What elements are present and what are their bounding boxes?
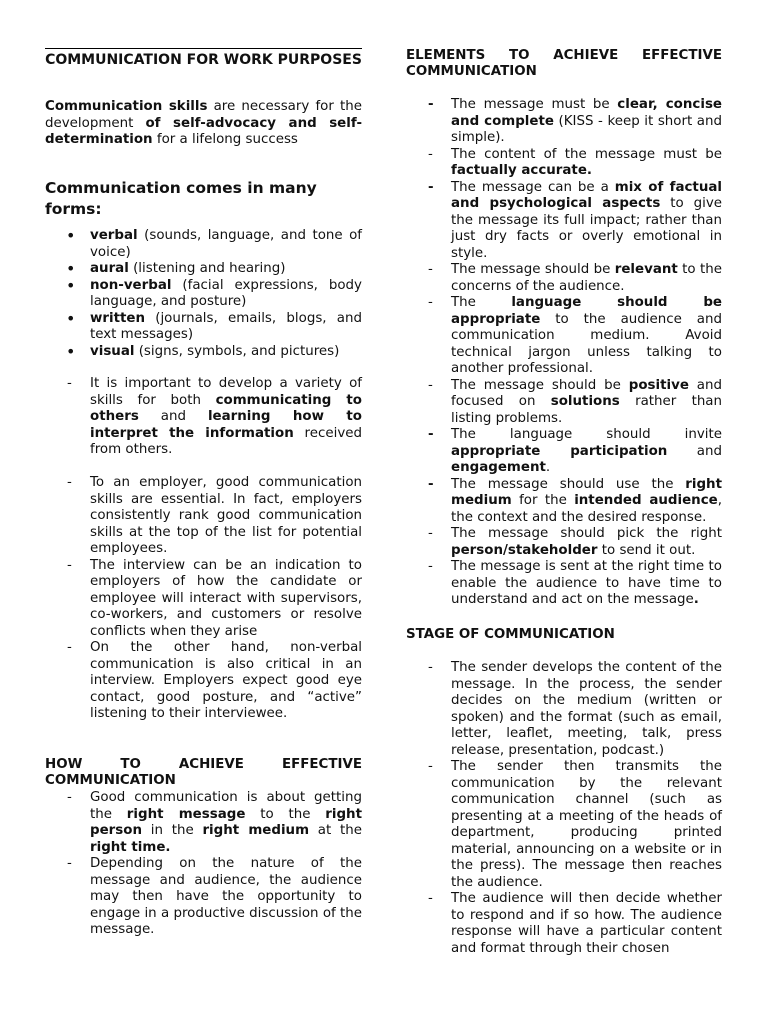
bold-text: positive xyxy=(628,377,689,393)
text-run: The message can be a xyxy=(451,179,615,195)
form-item xyxy=(45,228,362,261)
list-item-text xyxy=(90,856,362,937)
stage-point xyxy=(406,891,722,957)
employer-point xyxy=(45,640,362,723)
list-item-text xyxy=(451,262,722,294)
dash-marker: - xyxy=(67,790,72,805)
forms-heading: Communication comes in many forms: xyxy=(45,179,317,218)
employer-list xyxy=(45,475,362,723)
list-item-text xyxy=(451,427,722,475)
text-run: received from others. xyxy=(90,425,362,457)
text-run: The message should be xyxy=(451,377,629,393)
text-run: The message is sent at the right time to enable the audience to have time to understand and act on the message xyxy=(451,559,722,607)
text-run: The content of the message must be xyxy=(451,146,722,162)
how-point xyxy=(45,790,362,856)
text-run: to the xyxy=(245,806,326,822)
text-run: Good communication is about getting the xyxy=(90,790,362,822)
text-run: and xyxy=(138,409,208,424)
text-run: at the xyxy=(309,823,362,838)
how-heading: HOW TO ACHIEVE EFFECTIVE COMMUNICATION xyxy=(45,757,362,788)
text-run: for a lifelong success xyxy=(152,132,298,147)
stages-list xyxy=(406,660,722,957)
text-run: . xyxy=(545,460,551,475)
text-run: The interview can be an indication to employers of how the candidate or employee will interact with supervisors, co-workers, and customers or resolve conflicts when they arise xyxy=(90,557,362,639)
list-item-text xyxy=(90,376,362,457)
bold-text: right message xyxy=(126,806,246,822)
text-run: The message should be xyxy=(451,262,615,277)
list-item-text xyxy=(90,344,339,359)
document-title: COMMUNICATION FOR WORK PURPOSES xyxy=(45,52,362,68)
text-run: to the audience and communication medium. Avoid technical jargon unless talking to another professional. xyxy=(451,311,722,376)
text-run: to send it out. xyxy=(597,542,696,558)
dash-marker: - xyxy=(428,891,433,906)
list-item-text xyxy=(451,147,722,179)
bold-text: mix of factual and psychological aspects xyxy=(451,179,722,211)
dash-marker: - xyxy=(428,179,434,195)
employer-point xyxy=(45,558,362,641)
list-item-text xyxy=(451,559,722,607)
text-run: (sounds, language, and tone of voice) xyxy=(90,228,362,260)
list-item-text xyxy=(451,759,722,890)
text-run: It is important to develop a variety of skills for both xyxy=(90,376,362,408)
bold-text: right medium xyxy=(451,476,722,508)
dash-marker: - xyxy=(428,476,434,492)
list-item-text xyxy=(90,278,362,310)
bold-text: right time. xyxy=(90,839,171,855)
text-run: in the xyxy=(141,823,203,838)
bold-text: of self-advocacy and self-determination xyxy=(45,115,363,147)
dash-marker: - xyxy=(67,856,72,871)
list-item-text xyxy=(451,660,722,758)
element-point xyxy=(406,559,722,609)
dash-marker: - xyxy=(428,660,433,675)
text-run: The message should pick the right xyxy=(451,526,722,541)
element-point xyxy=(406,427,722,477)
element-point xyxy=(406,477,722,527)
bold-text: learning how to interpret the information xyxy=(90,409,362,441)
form-item xyxy=(45,261,362,278)
dash-marker: - xyxy=(428,146,433,162)
intro-paragraph xyxy=(45,99,362,149)
list-item-text xyxy=(90,261,285,276)
important-list xyxy=(45,376,362,459)
dash-marker: - xyxy=(67,640,72,655)
bullet-marker: • xyxy=(66,341,76,361)
bullet-marker: • xyxy=(66,226,76,245)
bold-text: verbal xyxy=(90,228,138,243)
bold-text: engagement xyxy=(451,460,546,475)
text-run: Depending on the nature of the message and audience, the audience may then have the opportunity to engage in a productive discussion of the message. xyxy=(90,856,362,937)
list-item-text xyxy=(451,477,722,525)
element-point xyxy=(406,295,722,378)
dash-marker: - xyxy=(428,759,433,774)
dash-marker: - xyxy=(428,262,433,277)
dash-marker: - xyxy=(67,475,72,490)
forms-list xyxy=(45,228,362,360)
bold-text: factually accurate. xyxy=(451,163,592,178)
element-point xyxy=(406,147,722,180)
stage-heading: STAGE OF COMMUNICATION xyxy=(406,627,615,642)
dash-marker: - xyxy=(428,295,433,310)
form-item xyxy=(45,275,362,311)
text-run: for the xyxy=(511,493,575,508)
bold-text: . xyxy=(693,592,699,607)
bullet-marker: • xyxy=(66,308,76,328)
bold-text: non-verbal xyxy=(90,277,172,293)
text-run: To an employer, good communication skills are essential. In fact, employers consistently rank good communication skills at the top of the list for potential employees. xyxy=(90,475,362,556)
dash-marker: - xyxy=(428,377,433,393)
bold-text: right person xyxy=(90,806,362,838)
how-point xyxy=(45,856,362,939)
text-run: The audience will then decide whether to respond and if so how. The audience response will have a particular content and format through their chosen xyxy=(451,891,722,956)
text-run: The sender then transmits the communication by the relevant communication channel (such as presenting at a meeting of the heads of department, producing printed material, announcing on a website or in the press). The message then reaches the audience. xyxy=(451,759,722,890)
text-run: The message must be xyxy=(451,97,618,112)
text-run: and xyxy=(667,443,723,459)
list-item-text xyxy=(90,475,362,556)
bold-text: person/stakeholder xyxy=(451,542,598,558)
bold-text: appropriate participation xyxy=(451,443,668,459)
text-run: The xyxy=(451,295,512,310)
list-item-text xyxy=(451,526,722,558)
list-item-text xyxy=(451,97,722,145)
dash-marker: - xyxy=(428,526,433,541)
text-run: rather than listing problems. xyxy=(451,394,722,426)
bold-text: aural xyxy=(90,261,129,276)
bold-text: written xyxy=(90,310,145,326)
element-point xyxy=(406,526,722,559)
dash-marker: - xyxy=(428,427,434,442)
top-rule xyxy=(45,48,362,49)
element-point xyxy=(406,378,722,428)
form-item xyxy=(45,308,362,344)
list-item-text xyxy=(90,228,362,260)
dash-marker: - xyxy=(428,559,433,574)
dash-marker: - xyxy=(67,557,72,573)
list-item-text xyxy=(451,295,722,376)
list-item-text xyxy=(451,180,722,261)
dash-marker: - xyxy=(67,376,72,391)
bold-text: intended audience xyxy=(574,493,718,508)
text-run: , the context and the desired response. xyxy=(451,493,722,525)
text-run: and focused on xyxy=(451,377,722,409)
element-point xyxy=(406,262,722,295)
bold-text: communicating to others xyxy=(90,392,363,424)
list-item-text xyxy=(90,640,362,721)
bold-text: language should be appropriate xyxy=(451,295,722,327)
text-run: The message should use the xyxy=(451,476,686,492)
text-run: to the concerns of the audience. xyxy=(451,262,722,294)
bullet-marker: • xyxy=(66,259,76,278)
form-item xyxy=(45,341,362,361)
element-point xyxy=(406,180,722,263)
text-run: (journals, emails, blogs, and text messages) xyxy=(90,310,362,342)
text-run: are necessary for the development xyxy=(45,99,362,131)
dash-marker: - xyxy=(428,97,434,112)
element-point xyxy=(406,97,722,147)
list-item-text xyxy=(90,311,362,343)
text-run: On the other hand, non-verbal communication is also critical in an interview. Employers expect good eye contact, good posture, and “active” listening to their interviewee. xyxy=(90,640,362,721)
text-run: (signs, symbols, and pictures) xyxy=(134,343,340,359)
bullet-marker: • xyxy=(66,275,76,295)
bold-text: visual xyxy=(90,343,135,359)
elements-heading: ELEMENTS TO ACHIEVE EFFECTIVE COMMUNICATION xyxy=(406,48,722,79)
bold-text: solutions xyxy=(550,394,620,409)
bold-text: clear, concise and complete xyxy=(451,97,722,129)
text-run: (facial expressions, body language, and posture) xyxy=(90,277,362,309)
employer-point xyxy=(45,475,362,558)
text-run: to give the message its full impact; rather than just dry facts or overly emotional in style. xyxy=(451,196,722,261)
bold-text: Communication skills xyxy=(45,99,208,114)
text-run: The sender develops the content of the message. In the process, the sender decides on the medium (written or spoken) and the format (such as email, letter, leaflet, meeting, talk, press release, presentation, podcast.) xyxy=(451,660,722,758)
bold-text: relevant xyxy=(614,262,678,277)
text-run: (listening and hearing) xyxy=(128,261,286,276)
stage-point xyxy=(406,660,722,759)
list-item-text xyxy=(451,891,722,956)
text-run: The language should invite xyxy=(451,427,722,442)
list-item-text xyxy=(90,558,362,639)
list-item xyxy=(45,376,362,459)
how-list xyxy=(45,790,362,939)
elements-list xyxy=(406,97,722,609)
list-item-text xyxy=(90,790,362,855)
list-item-text xyxy=(451,378,722,426)
stage-point xyxy=(406,759,722,891)
text-run: (KISS - keep it short and simple). xyxy=(451,113,722,145)
bold-text: right medium xyxy=(202,823,310,838)
